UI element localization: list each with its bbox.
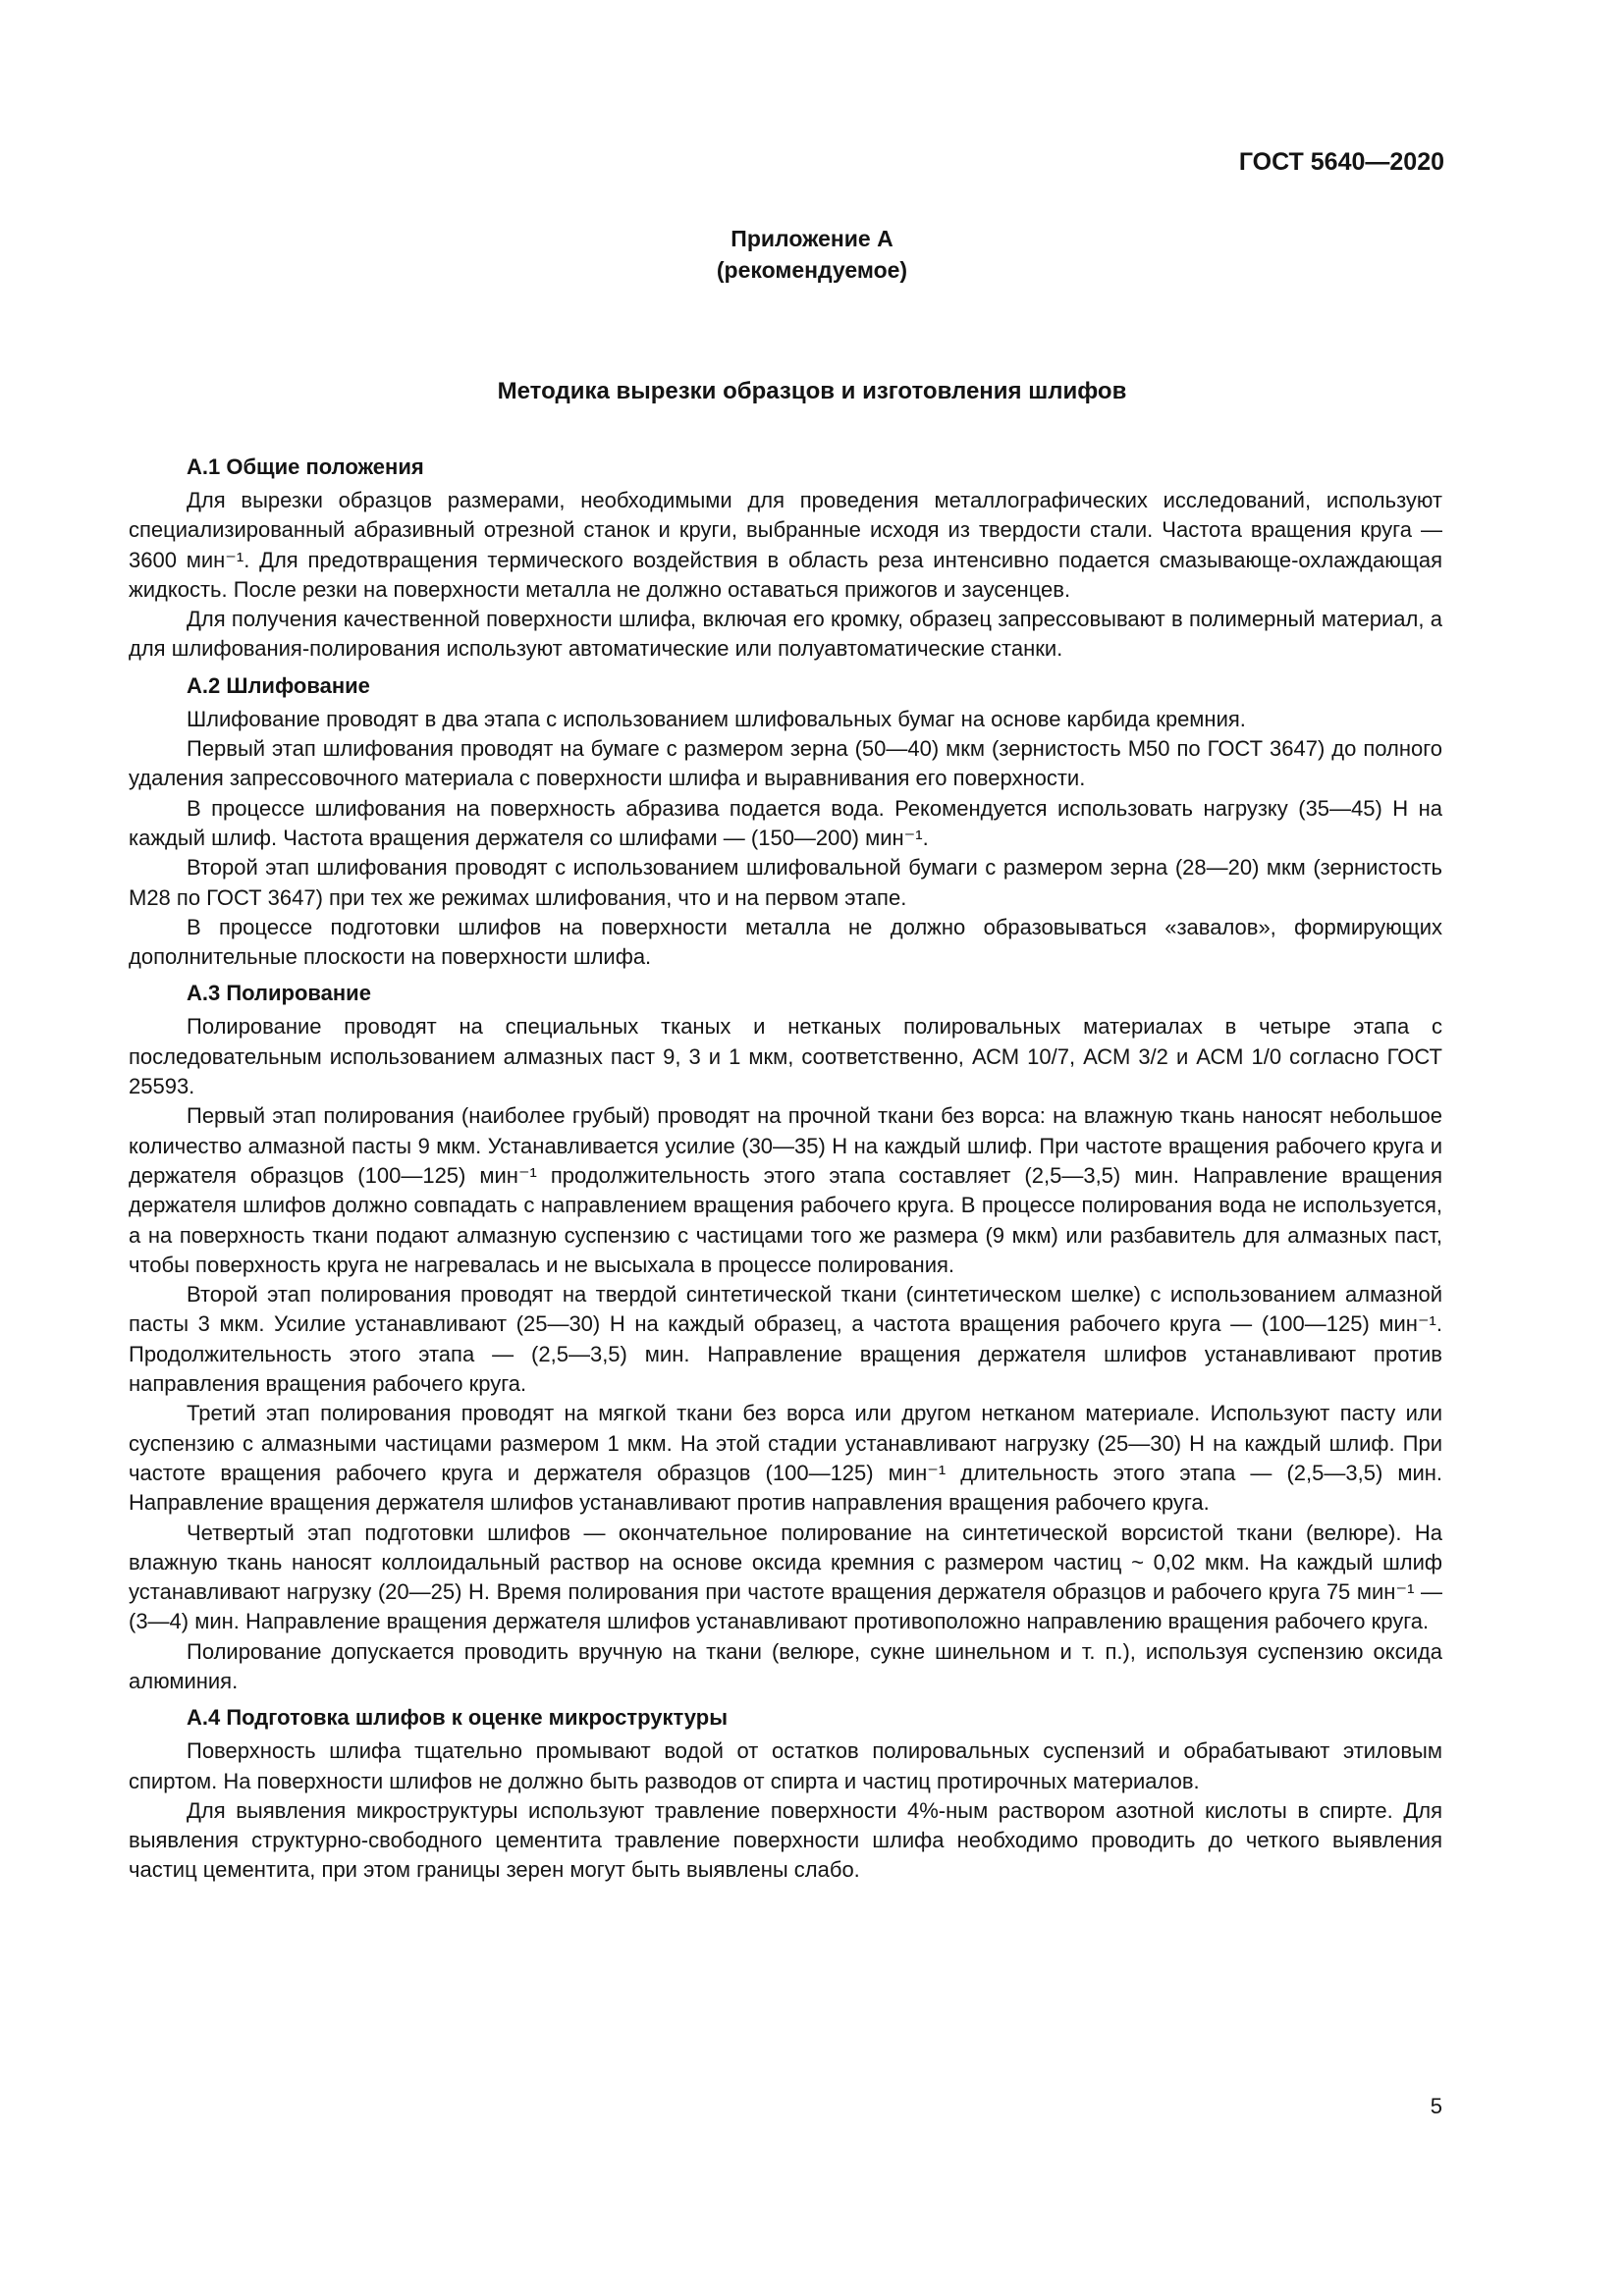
section-heading: А.3 Полирование [187,981,371,1006]
annex-title: Приложение А [731,226,893,251]
paragraph: Четвертый этап подготовки шлифов — окончательное полирование на синтетической ворсистой ткани (велюре). На влажную ткань наносят коллоидальный раствор на основе оксида кремния с размером частиц ~ 0,02 мкм. На каждый шлиф устанавливают нагрузку (20—25) Н. Время полирования при частоте вращения держателя образцов и рабочего круга 75 мин⁻¹ — (3—4) мин. Направление вращения держателя шлифов устанавливают противоположно направлению вращения рабочего круга. [129,1520,1442,1634]
annex-header [0,223,1624,286]
paragraph: Второй этап шлифования проводят с использованием шлифовальной бумаги с размером зерна (28—20) мкм (зернистость М28 по ГОСТ 3647) при тех же режимах шлифования, что и на первом этапе. [129,855,1442,910]
paragraph: Третий этап полирования проводят на мягкой ткани без ворса или другом нетканом материале. Используют пасту или суспензию с алмазными частицами размером 1 мкм. На этой стадии устанавливают нагрузку (25—30) Н на каждый шлиф. При частоте вращения рабочего круга и держателя образцов (100—125) мин⁻¹ длительность этого этапа — (2,5—3,5) мин. Направление вращения держателя шлифов устанавливают против направления вращения рабочего круга. [129,1401,1442,1516]
paragraph: Поверхность шлифа тщательно промывают водой от остатков полировальных суспензий и обрабатывают этиловым спиртом. На поверхности шлифов не должно быть разводов от спирта и частиц протирочных материалов. [129,1738,1442,1793]
paragraph: В процессе подготовки шлифов на поверхности металла не должно образовываться «завалов», формирующих дополнительные плоскости на поверхности шлифа. [129,914,1442,970]
document-title: Методика вырезки образцов и изготовления шлифов [497,378,1127,404]
paragraph: Для получения качественной поверхности шлифа, включая его кромку, образец запрессовывают в полимерный материал, а для шлифования-полирования используют автоматические или полуавтоматические станки. [129,607,1442,662]
annex-status: (рекомендуемое) [716,257,908,283]
section-heading: А.2 Шлифование [187,672,370,698]
standard-designation: ГОСТ 5640—2020 [1238,148,1444,176]
paragraph: Первый этап полирования (наиболее грубый) проводят на прочной ткани без ворса: на влажную ткань наносят небольшое количество алмазной пасты 9 мкм. Устанавливается усилие (30—35) Н на каждый шлиф. При частоте вращения рабочего круга и держателя образцов (100—125) мин⁻¹ продолжительность этого этапа составляет (2,5—3,5) мин. Направление вращения держателя шлифов должно совпадать с направлением вращения рабочего круга. В процессе полирования вода не используется, а на поверхность ткани подают алмазную суспензию с частицами того же размера (9 мкм) или разбавитель для алмазных паст, чтобы поверхность круга не нагревалась и не высыхала в процессе полирования. [129,1103,1442,1277]
paragraph: Для вырезки образцов размерами, необходимыми для проведения металлографических исследований, используют специализированный абразивный отрезной станок и круги, выбранные исходя из твердости стали. Частота вращения круга — 3600 мин⁻¹. Для предотвращения термического воздействия в область реза интенсивно подается смазывающе-охлаждающая жидкость. После резки на поверхности металла не должно оставаться прижогов и заусенцев. [129,488,1442,602]
section-heading: А.4 Подготовка шлифов к оценке микроструктуры [187,1705,728,1731]
paragraph: Для выявления микроструктуры используют травление поверхности 4%-ным раствором азотной кислоты в спирте. Для выявления структурно-свободного цементита травление поверхности шлифа необходимо проводить до четкого выявления частиц цементита, при этом границы зерен могут быть выявлены слабо. [129,1797,1442,1883]
document-body [129,453,1442,1886]
paragraph: Второй этап полирования проводят на твердой синтетической ткани (синтетическом шелке) с использованием алмазной пасты 3 мкм. Усилие устанавливают (25—30) Н на каждый образец, а частота вращения рабочего круга — (100—125) мин⁻¹. Продолжительность этого этапа — (2,5—3,5) мин. Направление вращения держателя шлифов устанавливают против направления вращения рабочего круга. [129,1282,1442,1397]
paragraph: Первый этап шлифования проводят на бумаге с размером зерна (50—40) мкм (зернистость М50 по ГОСТ 3647) до полного удаления запрессовочного материала с поверхности шлифа и выравнивания его поверхности. [129,736,1442,791]
paragraph: Полирование допускается проводить вручную на ткани (велюре, сукне шинельном и т. п.), используя суспензию оксида алюминия. [129,1638,1442,1693]
paragraph: Полирование проводят на специальных тканых и нетканых полировальных материалах в четыре этапа с последовательным использованием алмазных паст 9, 3 и 1 мкм, соответственно, АСМ 10/7, АСМ 3/2 и АСМ 1/0 согласно ГОСТ 25593. [129,1014,1442,1099]
paragraph: Шлифование проводят в два этапа с использованием шлифовальных бумаг на основе карбида кремния. [187,706,1246,731]
page-number: 5 [1430,2094,1442,2118]
section-heading: А.1 Общие положения [187,454,424,479]
paragraph: В процессе шлифования на поверхность абразива подается вода. Рекомендуется использовать нагрузку (35—45) Н на каждый шлиф. Частота вращения держателя со шлифами — (150—200) мин⁻¹. [129,795,1442,850]
